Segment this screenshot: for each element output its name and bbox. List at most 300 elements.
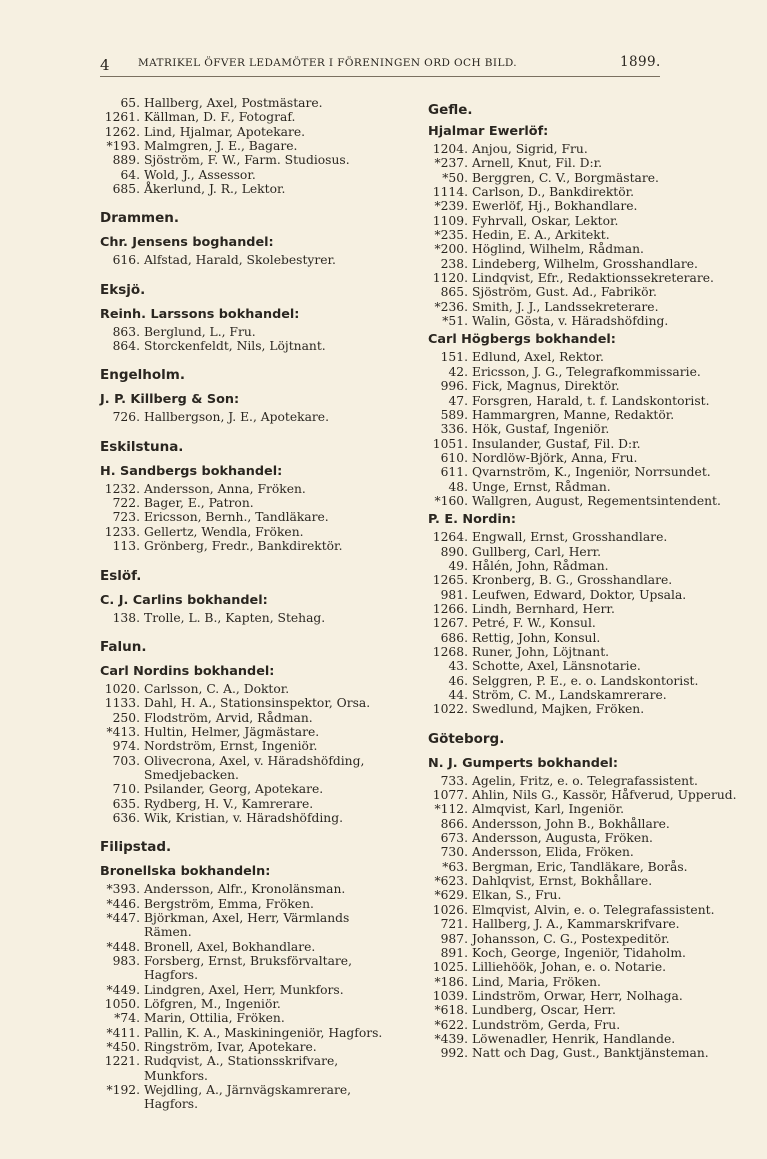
member-name: Ström, C. M., Landskamrerare. <box>472 688 667 703</box>
bookstore-heading: Chr. Jensens boghandel: <box>100 235 274 251</box>
member-entry <box>428 350 738 364</box>
member-number: 1268. <box>432 645 468 659</box>
member-entry <box>428 480 738 494</box>
member-entry <box>428 860 738 874</box>
city-heading: Engelholm. <box>100 367 185 384</box>
member-name: Hålén, John, Rådman. <box>472 558 609 573</box>
member-name: Hallberg, Axel, Postmästare. <box>144 96 323 110</box>
member-name: Carlsson, C. A., Doktor. <box>144 681 290 696</box>
member-entry <box>428 171 738 185</box>
member-number: *63. <box>442 859 468 874</box>
member-name: Forsberg, Ernst, Bruksförvaltare, Hagfors. <box>144 954 352 983</box>
member-name: Wallgren, August, Regementsintendent. <box>472 493 721 508</box>
member-name: Löwenadler, Henrik, Handlande. <box>472 1031 676 1046</box>
member-name: Hallbergson, J. E., Apotekare. <box>144 410 329 425</box>
member-entry <box>428 802 738 816</box>
member-entry <box>428 874 738 888</box>
member-number: 1109. <box>432 213 468 228</box>
member-entry <box>428 932 738 946</box>
bookstore-heading: C. J. Carlins bokhandel: <box>100 592 268 608</box>
member-entry <box>100 1054 400 1083</box>
member-entry <box>428 1003 738 1017</box>
member-number: *446. <box>106 896 140 911</box>
member-number: 723. <box>112 510 140 525</box>
member-number: 1133. <box>104 696 140 711</box>
member-number: *50. <box>442 170 468 185</box>
member-entry <box>100 339 400 353</box>
member-number: *622. <box>434 1017 468 1032</box>
member-number: 889. <box>112 153 140 168</box>
member-number: *236. <box>434 299 468 314</box>
member-name: Lindström, Orwar, Herr, Nolhaga. <box>472 988 683 1003</box>
city-heading: Eslöf. <box>100 567 142 584</box>
bookstore-heading: J. P. Killberg & Son: <box>100 392 240 408</box>
member-entry <box>428 588 738 602</box>
member-name: Bergman, Eric, Tandläkare, Borås. <box>472 859 688 874</box>
member-entry <box>100 125 400 139</box>
member-entry <box>100 168 400 182</box>
member-entry <box>428 545 738 559</box>
member-number: 891. <box>440 945 468 960</box>
member-entry <box>428 185 738 199</box>
member-number: 138. <box>112 610 140 625</box>
member-name: Marin, Ottilia, Fröken. <box>144 1011 285 1026</box>
member-entry <box>100 782 400 796</box>
member-number: 636. <box>112 810 140 825</box>
bookstore-heading: H. Sandbergs bokhandel: <box>100 463 283 479</box>
member-entry <box>428 674 738 688</box>
member-number: *200. <box>434 242 468 257</box>
member-number: 1120. <box>432 271 468 286</box>
member-entry <box>100 954 400 983</box>
member-number: 866. <box>440 816 468 831</box>
member-number: 1022. <box>432 702 468 717</box>
member-entry <box>428 975 738 989</box>
header-rule <box>100 76 660 77</box>
member-name: Dahlqvist, Ernst, Bokhållare. <box>472 874 653 889</box>
city-heading: Eskilstuna. <box>100 438 184 455</box>
member-name: Smith, J. J., Landssekreterare. <box>472 299 659 314</box>
member-name: Insulander, Gustaf, Fil. D:r. <box>472 436 641 451</box>
member-number: 43. <box>448 659 468 674</box>
member-entry <box>428 1032 738 1046</box>
member-name: Rettig, John, Konsul. <box>472 630 601 645</box>
member-entry <box>100 882 400 896</box>
member-name: Engwall, Ernst, Grosshandlare. <box>472 530 668 545</box>
member-entry <box>428 702 738 716</box>
member-entry <box>100 110 400 124</box>
member-number: *449. <box>106 982 140 997</box>
bookstore-heading: Hjalmar Ewerlöf: <box>428 124 549 139</box>
member-name: Löfgren, M., Ingeniör. <box>144 997 281 1012</box>
bookstore-heading: Reinh. Larssons bokhandel: <box>100 306 300 322</box>
member-name: Bergström, Emma, Fröken. <box>144 896 314 911</box>
member-entry <box>428 688 738 702</box>
member-name: Trolle, L. B., Kapten, Stehag. <box>144 610 326 625</box>
member-name: Ahlin, Nils G., Kassör, Håfverud, Upperud. <box>472 788 737 803</box>
member-entry <box>428 199 738 213</box>
member-number: 1264. <box>432 530 468 545</box>
member-entry <box>428 365 738 379</box>
member-entry <box>100 754 400 783</box>
member-number: 992. <box>440 1046 468 1061</box>
member-name: Selggren, P. E., e. o. Landskontorist. <box>472 673 699 688</box>
member-name: Bager, E., Patron. <box>144 496 254 511</box>
member-entry <box>100 96 400 110</box>
member-entry <box>100 997 400 1011</box>
member-name: Berglund, L., Fru. <box>144 324 256 339</box>
member-number: *51. <box>442 314 468 329</box>
member-number: 46. <box>448 673 468 688</box>
member-number: 64. <box>120 167 140 182</box>
member-number: 864. <box>112 339 140 354</box>
member-number: 733. <box>440 773 468 788</box>
running-title: MATRIKEL ÖFVER LEDAMÖTER I FÖRENINGEN ORD OCH BILD. <box>138 57 518 69</box>
member-name: Lundström, Gerda, Fru. <box>472 1017 621 1032</box>
member-number: *393. <box>106 882 140 897</box>
member-name: Lindqvist, Efr., Redaktionssekreterare. <box>472 271 714 286</box>
member-name: Koch, George, Ingeniör, Tidaholm. <box>472 945 686 960</box>
member-name: Nordström, Ernst, Ingeniör. <box>144 739 318 754</box>
member-number: *413. <box>106 724 140 739</box>
member-number: 65. <box>120 96 140 110</box>
member-number: *192. <box>106 1083 140 1098</box>
member-name: Berggren, C. V., Borgmästare. <box>472 170 659 185</box>
member-name: Carlson, D., Bankdirektör. <box>472 185 635 200</box>
member-entry <box>428 451 738 465</box>
member-number: *450. <box>106 1040 140 1055</box>
member-entry <box>428 437 738 451</box>
member-number: 721. <box>440 917 468 932</box>
page-header <box>100 53 660 73</box>
city-heading: Drammen. <box>100 210 180 227</box>
bookstore-heading: N. J. Gumperts bokhandel: <box>428 755 619 771</box>
member-entry <box>428 379 738 393</box>
member-entry <box>428 631 738 645</box>
member-entry <box>428 616 738 630</box>
member-number: *239. <box>434 199 468 214</box>
member-number: 1025. <box>432 960 468 975</box>
member-number: 42. <box>448 364 468 379</box>
member-entry <box>428 142 738 156</box>
member-name: Lindh, Bernhard, Herr. <box>472 601 615 616</box>
member-name: Hedin, E. A., Arkitekt. <box>472 228 610 243</box>
member-number: 48. <box>448 479 468 494</box>
member-name: Kronberg, B. G., Grosshandlare. <box>472 573 673 588</box>
member-name: Schotte, Axel, Länsnotarie. <box>472 659 641 674</box>
member-name: Ringström, Ivar, Apotekare. <box>144 1040 317 1055</box>
bookstore-heading: Carl Högbergs bokhandel: <box>428 332 616 348</box>
member-number: 1051. <box>432 436 468 451</box>
header-year: 1899. <box>620 54 661 70</box>
member-entry <box>428 573 738 587</box>
member-number: 635. <box>112 796 140 811</box>
member-entry <box>100 1026 400 1040</box>
member-entry <box>428 285 738 299</box>
member-name: Flodström, Arvid, Rådman. <box>144 710 313 725</box>
member-entry <box>428 465 738 479</box>
bookstore-heading: Bronellska bokhandeln: <box>100 864 271 880</box>
member-name: Ericsson, Bernh., Tandläkare. <box>144 510 329 525</box>
member-name: Hammargren, Manne, Redaktör. <box>472 407 675 422</box>
member-name: Psilander, Georg, Apotekare. <box>144 782 324 797</box>
member-entry <box>428 989 738 1003</box>
member-name: Åkerlund, J. R., Lektor. <box>144 182 286 197</box>
member-name: Fick, Magnus, Direktör. <box>472 379 620 394</box>
member-name: Andersson, Augusta, Fröken. <box>472 831 653 846</box>
member-number: 589. <box>440 407 468 422</box>
member-name: Olivecrona, Axel, v. Häradshöfding, Smedjebacken. <box>144 753 365 782</box>
member-entry <box>428 917 738 931</box>
member-name: Lindgren, Axel, Herr, Munkfors. <box>144 982 344 997</box>
member-number: 730. <box>440 845 468 860</box>
city-heading: Eksjö. <box>100 281 146 298</box>
member-number: 710. <box>112 782 140 797</box>
member-name: Fyhrvall, Oskar, Lektor. <box>472 213 619 228</box>
member-number: 1026. <box>432 902 468 917</box>
member-number: *112. <box>434 802 468 817</box>
member-entry <box>428 408 738 422</box>
member-entry <box>100 797 400 811</box>
member-name: Storckenfeldt, Nils, Löjtnant. <box>144 339 326 354</box>
bookstore-heading: Carl Nordins bokhandel: <box>100 663 275 679</box>
city-heading: Falun. <box>100 638 147 655</box>
member-number: 238. <box>440 256 468 271</box>
member-number: *618. <box>434 1003 468 1018</box>
member-entry <box>100 510 400 524</box>
member-name: Rudqvist, A., Stationsskrifvare, Munkfors. <box>144 1054 339 1083</box>
member-name: Runer, John, Löjtnant. <box>472 645 610 659</box>
member-number: 49. <box>448 558 468 573</box>
member-number: *186. <box>434 974 468 989</box>
member-entry <box>100 253 400 267</box>
member-name: Lilliehöök, Johan, e. o. Notarie. <box>472 960 667 975</box>
member-entry <box>100 983 400 997</box>
member-number: 1266. <box>432 601 468 616</box>
member-number: 250. <box>112 710 140 725</box>
member-number: *160. <box>434 493 468 508</box>
member-number: 1233. <box>104 524 140 539</box>
member-name: Natt och Dag, Gust., Banktjänsteman. <box>472 1046 709 1061</box>
member-name: Andersson, John B., Bokhållare. <box>472 816 670 831</box>
member-number: *235. <box>434 228 468 243</box>
member-number: 981. <box>440 587 468 602</box>
member-name: Lindeberg, Wilhelm, Grosshandlare. <box>472 256 698 271</box>
member-entry <box>428 1018 738 1032</box>
member-name: Dahl, H. A., Stationsinspektor, Orsa. <box>144 696 371 711</box>
member-name: Unge, Ernst, Rådman. <box>472 479 611 494</box>
member-name: Gullberg, Carl, Herr. <box>472 544 602 559</box>
member-entry <box>428 228 738 242</box>
member-name: Malmgren, J. E., Bagare. <box>144 139 298 154</box>
member-entry <box>428 645 738 659</box>
member-number: *623. <box>434 874 468 889</box>
member-number: 686. <box>440 630 468 645</box>
member-entry <box>428 602 738 616</box>
member-number: 1114. <box>432 185 468 200</box>
member-name: Wold, J., Assessor. <box>144 167 256 182</box>
member-entry <box>428 257 738 271</box>
member-number: 1039. <box>432 988 468 1003</box>
member-entry <box>100 1011 400 1025</box>
member-number: 616. <box>112 253 140 268</box>
member-entry <box>100 153 400 167</box>
member-entry <box>100 496 400 510</box>
member-name: Hultin, Helmer, Jägmästare. <box>144 724 320 739</box>
member-entry <box>428 903 738 917</box>
member-entry <box>428 845 738 859</box>
member-number: 685. <box>112 182 140 197</box>
member-name: Wejdling, A., Järnvägskamrerare, Hagfors. <box>144 1083 352 1112</box>
left-column <box>100 96 400 1112</box>
member-entry <box>100 482 400 496</box>
member-number: *74. <box>114 1011 140 1026</box>
member-name: Gellertz, Wendla, Fröken. <box>144 524 304 539</box>
city-heading: Filipstad. <box>100 839 172 856</box>
member-entry <box>100 410 400 424</box>
member-number: 151. <box>440 350 468 365</box>
member-name: Lind, Hjalmar, Apotekare. <box>144 124 306 139</box>
member-entry <box>100 182 400 196</box>
member-name: Forsgren, Harald, t. f. Landskontorist. <box>472 393 710 408</box>
member-entry <box>428 271 738 285</box>
member-entry <box>428 422 738 436</box>
member-entry <box>428 659 738 673</box>
member-name: Anjou, Sigrid, Fru. <box>472 142 588 156</box>
member-entry <box>100 711 400 725</box>
member-name: Wik, Kristian, v. Häradshöfding. <box>144 810 344 825</box>
member-name: Petré, F. W., Konsul. <box>472 616 596 631</box>
member-entry <box>100 811 400 825</box>
member-name: Agelin, Fritz, e. o. Telegrafassistent. <box>472 773 698 788</box>
member-number: 726. <box>112 410 140 425</box>
member-name: Almqvist, Karl, Ingeniör. <box>472 802 625 817</box>
member-entry <box>428 300 738 314</box>
member-number: 987. <box>440 931 468 946</box>
member-number: 1261. <box>104 110 140 125</box>
page-number: 4 <box>100 56 110 74</box>
member-name: Lundberg, Oscar, Herr. <box>472 1003 616 1018</box>
member-entry <box>100 525 400 539</box>
member-number: 974. <box>112 739 140 754</box>
member-number: *439. <box>434 1031 468 1046</box>
member-entry <box>428 242 738 256</box>
member-name: Johansson, C. G., Postexpeditör. <box>472 931 670 946</box>
member-name: Rydberg, H. V., Kamrerare. <box>144 796 314 811</box>
member-name: Elkan, S., Fru. <box>472 888 562 903</box>
member-entry <box>428 314 738 328</box>
member-number: 611. <box>440 465 468 480</box>
member-number: 673. <box>440 831 468 846</box>
member-name: Sjöström, F. W., Farm. Studiosus. <box>144 153 350 168</box>
member-name: Hök, Gustaf, Ingeniör. <box>472 422 610 437</box>
member-name: Ewerlöf, Hj., Bokhandlare. <box>472 199 638 214</box>
member-name: Nordlöw-Björk, Anna, Fru. <box>472 450 638 465</box>
member-name: Pallin, K. A., Maskiningeniör, Hagfors. <box>144 1025 383 1040</box>
member-name: Bronell, Axel, Bokhandlare. <box>144 939 316 954</box>
member-number: *448. <box>106 939 140 954</box>
right-column <box>428 96 738 1061</box>
member-number: 610. <box>440 450 468 465</box>
member-entry <box>100 911 400 940</box>
member-name: Grönberg, Fredr., Bankdirektör. <box>144 539 343 554</box>
member-number: 1265. <box>432 573 468 588</box>
member-name: Ericsson, J. G., Telegrafkommissarie. <box>472 364 701 379</box>
member-name: Höglind, Wilhelm, Rådman. <box>472 242 644 257</box>
member-number: 1204. <box>432 142 468 156</box>
member-name: Leufwen, Edward, Doktor, Upsala. <box>472 587 687 602</box>
city-heading: Göteborg. <box>428 730 505 747</box>
member-entry <box>100 139 400 153</box>
member-name: Elmqvist, Alvin, e. o. Telegrafassistent. <box>472 902 715 917</box>
member-number: *193. <box>106 139 140 154</box>
member-entry <box>100 539 400 553</box>
member-number: *629. <box>434 888 468 903</box>
member-entry <box>428 394 738 408</box>
member-entry <box>100 696 400 710</box>
member-number: 44. <box>448 688 468 703</box>
member-entry <box>428 946 738 960</box>
member-number: 113. <box>112 539 140 554</box>
member-number: 703. <box>112 753 140 768</box>
member-entry <box>428 559 738 573</box>
member-name: Andersson, Elida, Fröken. <box>472 845 634 860</box>
member-number: 1020. <box>104 681 140 696</box>
member-name: Edlund, Axel, Rektor. <box>472 350 604 365</box>
member-entry <box>100 1083 400 1112</box>
member-number: 1262. <box>104 124 140 139</box>
member-number: 1221. <box>104 1054 140 1069</box>
member-number: 983. <box>112 954 140 968</box>
member-number: 1232. <box>104 481 140 496</box>
member-name: Andersson, Anna, Fröken. <box>144 481 306 496</box>
member-name: Källman, D. F., Fotograf. <box>144 110 296 125</box>
member-number: 1050. <box>104 997 140 1012</box>
member-number: 336. <box>440 422 468 437</box>
member-entry <box>428 1046 738 1060</box>
member-number: 996. <box>440 379 468 394</box>
member-number: 1077. <box>432 788 468 803</box>
member-number: 865. <box>440 285 468 300</box>
member-number: 863. <box>112 324 140 339</box>
member-number: 47. <box>448 393 468 408</box>
member-name: Swedlund, Majken, Fröken. <box>472 702 645 717</box>
member-entry <box>100 940 400 954</box>
member-entry <box>100 1040 400 1054</box>
member-entry <box>100 725 400 739</box>
member-name: Lind, Maria, Fröken. <box>472 974 601 989</box>
member-number: *411. <box>106 1025 140 1040</box>
member-name: Björkman, Axel, Herr, Värmlands Rämen. <box>144 910 350 940</box>
bookstore-heading: P. E. Nordin: <box>428 512 516 528</box>
member-entry <box>428 831 738 845</box>
member-entry <box>428 788 738 802</box>
member-entry <box>428 530 738 544</box>
member-name: Arnell, Knut, Fil. D:r. <box>472 156 603 171</box>
member-name: Qvarnström, K., Ingeniör, Norrsundet. <box>472 465 711 480</box>
member-entry <box>100 897 400 911</box>
member-entry <box>100 325 400 339</box>
member-number: *447. <box>106 910 140 925</box>
member-entry <box>428 494 738 508</box>
city-heading: Gefle. <box>428 102 473 118</box>
member-name: Walin, Gösta, v. Häradshöfding. <box>472 314 669 329</box>
member-name: Hallberg, J. A., Kammarskrifvare. <box>472 917 680 932</box>
member-name: Alfstad, Harald, Skolebestyrer. <box>144 253 336 268</box>
member-number: *237. <box>434 156 468 171</box>
member-entry <box>428 960 738 974</box>
member-entry <box>428 888 738 902</box>
